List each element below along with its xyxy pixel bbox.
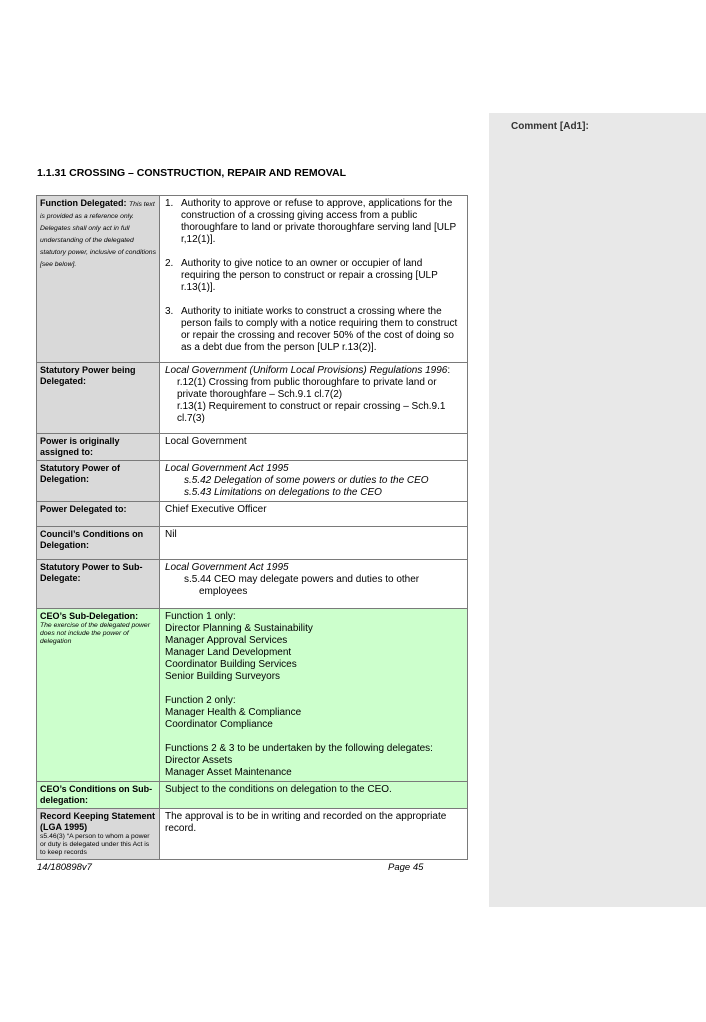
statutory-power-act: Local Government (Uniform Local Provisions) Regulations 1996 — [165, 365, 448, 376]
delegate-name: Director Planning & Sustainability — [165, 623, 313, 634]
function-delegated-value — [160, 196, 468, 363]
row-ceo-sub-delegation — [37, 609, 468, 782]
footer-doc-ref: 14/180898v7 — [37, 862, 92, 873]
record-keeping-label: Record Keeping Statement (LGA 1995) — [40, 811, 156, 832]
group-title: Function 1 only: — [165, 611, 236, 622]
record-keeping-label-cell — [37, 809, 160, 860]
sub-delegation-act: Local Government Act 1995 — [165, 562, 289, 573]
delegate-name: Manager Approval Services — [165, 635, 288, 646]
ceo-sub-delegation-value — [160, 609, 468, 782]
council-conditions-label: Council’s Conditions on Delegation: — [37, 527, 160, 560]
function-delegated-label: Function Delegated: — [40, 198, 127, 208]
delegation-section: s.5.42 Delegation of some powers or duties to the CEO — [184, 475, 429, 486]
function-item: 3. Authority to initiate works to construct a crossing where the person fails to comply with a notice requiring them to construct or repair the crossing and recover 50% of the cost of doing so as a debt due from the person [ULP r.13(2)]. — [165, 306, 458, 353]
delegation-section: s.5.43 Limitations on delegations to the CEO — [184, 487, 382, 498]
ceo-conditions-value: Subject to the conditions on delegation to the CEO. — [160, 782, 468, 809]
ceo-sub-delegation-note: The exercise of the delegated power does not include the power of delegation — [40, 622, 150, 645]
delegate-name: Director Assets — [165, 755, 233, 766]
statutory-power-line: r.12(1) Crossing from public thoroughfare to private land or private thoroughfare – Sch.9.1 cl.7(2) — [177, 377, 437, 400]
row-council-conditions — [37, 527, 468, 560]
section-heading: 1.1.31 CROSSING – CONSTRUCTION, REPAIR AND REMOVAL — [37, 167, 347, 179]
ceo-sub-delegation-label-cell — [37, 609, 160, 782]
sub-delegation-section-cont: employees — [199, 586, 248, 597]
council-conditions-value: Nil — [160, 527, 468, 560]
delegate-name: Coordinator Building Services — [165, 659, 297, 670]
delegate-name: Manager Land Development — [165, 647, 292, 658]
function-delegated-label-cell — [37, 196, 160, 363]
statutory-power-of-delegation-value — [160, 461, 468, 502]
delegation-table — [36, 195, 468, 860]
row-statutory-power — [37, 363, 468, 434]
row-function-delegated — [37, 196, 468, 363]
record-keeping-value: The approval is to be in writing and recorded on the appropriate record. — [160, 809, 468, 860]
power-delegated-to-value: Chief Executive Officer — [160, 502, 468, 527]
row-power-delegated-to — [37, 502, 468, 527]
delegate-name: Coordinator Compliance — [165, 719, 273, 730]
delegate-name: Manager Asset Maintenance — [165, 767, 292, 778]
function-delegated-note: This text is provided as a reference only. Delegates shall only act in full understanding of the delegated statutory power, inclusive of conditions [see below]. — [40, 201, 156, 268]
delegation-act: Local Government Act 1995 — [165, 463, 289, 474]
function-list — [165, 198, 462, 354]
row-statutory-power-sub — [37, 560, 468, 609]
record-keeping-note: s5.46(3) “A person to whom a power or duty is delegated under this Act is to keep records — [40, 833, 150, 856]
group-title: Function 2 only: — [165, 695, 236, 706]
group-title: Functions 2 & 3 to be undertaken by the following delegates: — [165, 743, 433, 754]
comment-pane — [489, 113, 706, 907]
sub-delegation-section: s.5.44 CEO may delegate powers and duties to other — [184, 574, 420, 585]
ceo-conditions-label: CEO’s Conditions on Sub-delegation: — [37, 782, 160, 809]
statutory-power-label: Statutory Power being Delegated: — [37, 363, 160, 434]
power-delegated-to-label: Power Delegated to: — [37, 502, 160, 527]
statutory-power-value: Local Government (Uniform Local Provisions) Regulations 1996: r.12(1) Crossing from public thoroughfare to private land or private thoroughfare – Sch.9.1 cl.7(2) r.13(1) Requirement to construct or repair crossing – Sch.9.1 cl.7(3) — [160, 363, 468, 434]
originally-assigned-value: Local Government — [160, 434, 468, 461]
comment-label[interactable]: Comment [Ad1]: — [511, 121, 589, 132]
ceo-sub-delegation-label: CEO’s Sub-Delegation: — [40, 611, 139, 621]
delegate-name: Manager Health & Compliance — [165, 707, 302, 718]
statutory-power-sub-value — [160, 560, 468, 609]
row-originally-assigned — [37, 434, 468, 461]
row-record-keeping — [37, 809, 468, 860]
statutory-power-sub-label: Statutory Power to Sub-Delegate: — [37, 560, 160, 609]
row-statutory-power-of-delegation — [37, 461, 468, 502]
footer-page-number: Page 45 — [388, 862, 424, 873]
originally-assigned-label: Power is originally assigned to: — [37, 434, 160, 461]
function-item: 1. Authority to approve or refuse to approve, applications for the construction of a crossing giving access from a public thoroughfare to land or private thoroughfare serving land [ULP r,12(1)]. — [165, 198, 456, 245]
row-ceo-conditions — [37, 782, 468, 809]
statutory-power-line: r.13(1) Requirement to construct or repair crossing – Sch.9.1 cl.7(3) — [177, 401, 446, 424]
statutory-power-of-delegation-label: Statutory Power of Delegation: — [37, 461, 160, 502]
function-item: 2. Authority to give notice to an owner or occupier of land requiring the person to construct or repair a crossing [ULP r.13(1)]. — [165, 258, 438, 293]
delegate-name: Senior Building Surveyors — [165, 671, 281, 682]
